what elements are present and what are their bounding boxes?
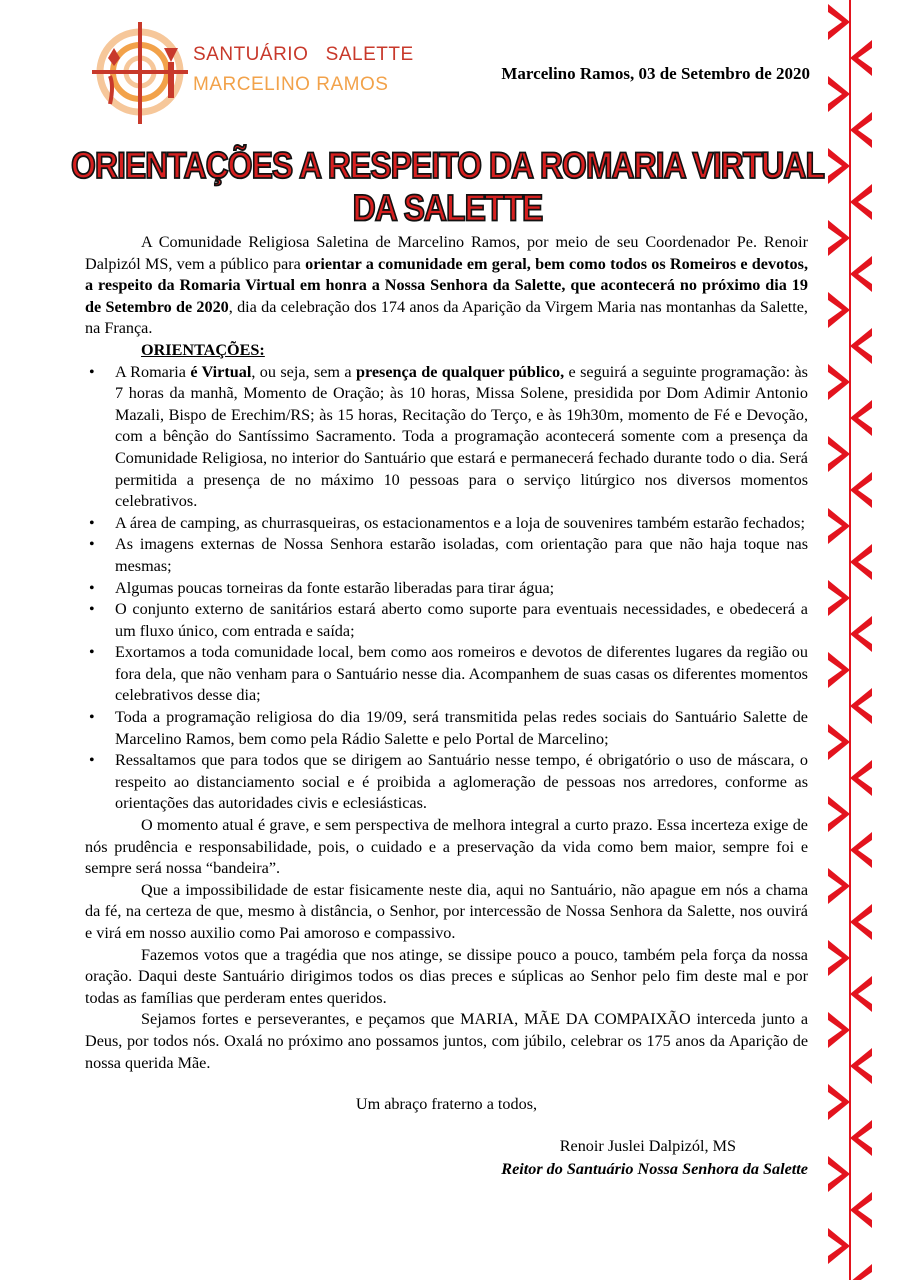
list-item: • Toda a programação religiosa do dia 19/09, será transmitida pelas redes sociais do Santuário Salette de Marcelino Ramos, bem como pela Rádio Salette e pelo Portal de Marcelino; — [115, 707, 808, 750]
zigzag-mark — [850, 904, 872, 940]
zigzag-mark — [828, 76, 850, 112]
zigzag-mark — [828, 796, 850, 832]
zigzag-mark — [850, 40, 872, 76]
orientacoes-heading: ORIENTAÇÕES: — [141, 340, 265, 359]
zigzag-mark — [850, 112, 872, 148]
closing-line: Um abraço fraterno a todos, — [355, 1095, 538, 1114]
bullet1-part-c: , ou seja, sem a — [251, 362, 356, 381]
bullet1-part-d: presença de qualquer público, — [355, 362, 565, 381]
document-title: ORIENTAÇÕES A RESPEITO DA ROMARIA VIRTUAL DA SALETTE — [70, 144, 825, 229]
zigzag-mark — [850, 1048, 872, 1084]
signature-role: Reitor do Santuário Nossa Senhora da Salette — [501, 1160, 808, 1179]
logo-title-line1: SANTUÁRIO SALETTE — [193, 44, 414, 65]
intro-paragraph — [85, 232, 808, 340]
zigzag-mark — [828, 1228, 850, 1264]
signature-name: Renoir Juslei Dalpizól, MS — [559, 1136, 736, 1155]
bullet1-part-e: e seguirá a seguinte programação: às 7 horas da manhã, Momento de Oração; às 10 horas, Missa Solene, presidida por Dom Adimir Antonio Mazali, Bispo de Erechim/RS; às 15 horas, Recitação do Terço, e às 19h30m, momento de Fé e Devoção, com a bênção do Santíssimo Sacramento. Toda a programação acontecerá somente com a presença da Comunidade Religiosa, no interior do Santuário que estará e permanecerá fechado durante todo o dia. Será permitida a presença de no máximo 10 pessoas para o serviço litúrgico nos diversos momentos celebrativos. — [115, 362, 808, 511]
zigzag-mark — [828, 436, 850, 472]
list-item: • O conjunto externo de sanitários estará aberto como suporte para eventuais necessidades, e obedecerá a um fluxo único, com entrada e saída; — [115, 599, 808, 642]
zigzag-mark — [828, 868, 850, 904]
document-date: Marcelino Ramos, 03 de Setembro de 2020 — [501, 64, 810, 83]
zigzag-mark — [850, 472, 872, 508]
zigzag-mark — [850, 760, 872, 796]
list-item: • Exortamos a toda comunidade local, bem como aos romeiros e devotos de diferentes lugares da região ou fora dela, que não venham para o Santuário nesse dia. Acompanhem de suas casas os diferentes momentos celebrativos desse dia; — [115, 642, 808, 707]
zigzag-mark — [850, 400, 872, 436]
list-item: • As imagens externas de Nossa Senhora estarão isoladas, com orientação para que não haja toque nas mesmas; — [115, 534, 808, 577]
santuario-logo-icon — [88, 18, 198, 128]
zigzag-mark — [850, 544, 872, 580]
zigzag-mark — [828, 4, 850, 40]
zigzag-mark — [850, 1264, 872, 1280]
zigzag-mark — [850, 256, 872, 292]
zigzag-mark — [828, 940, 850, 976]
list-item: • Ressaltamos que para todos que se dirigem ao Santuário nesse tempo, é obrigatório o uso de máscara, o respeito ao distanciamento social e é proibida a aglomeração de pessoas nos arredores, conforme as orientações das autoridades civis e eclesiásticas. — [115, 750, 808, 815]
zigzag-mark — [850, 1192, 872, 1228]
intro-text-start: A Comunidade Religiosa Saletina de Marcelino Ramos, por meio de seu Coordenador Pe. Renoir Dalpizól MS, vem a público para — [85, 233, 808, 273]
bullet1-part-b: é Virtual — [190, 362, 252, 381]
logo-title-line2: MARCELINO RAMOS — [193, 74, 389, 95]
santuario-logo — [88, 18, 414, 128]
zigzag-mark — [828, 652, 850, 688]
list-item: • A área de camping, as churrasqueiras, os estacionamentos e a loja de souvenires também estarão fechados; — [115, 513, 808, 535]
zigzag-mark — [850, 976, 872, 1012]
orientacoes-list — [85, 362, 808, 815]
list-item: • Algumas poucas torneiras da fonte estarão liberadas para tirar água; — [115, 578, 808, 600]
zigzag-mark — [828, 1084, 850, 1120]
zigzag-mark — [828, 364, 850, 400]
body-paragraph: Que a impossibilidade de estar fisicamente neste dia, aqui no Santuário, não apague em nós a chama da fé, na certeza de que, mesmo à distância, o Senhor, por intercessão de Nossa Senhora da Salette, nos ouvirá e virá em nosso auxilio como Pai amoroso e compassivo. — [85, 880, 808, 942]
zigzag-mark — [828, 580, 850, 616]
bullet1-part-a: A Romaria — [115, 362, 191, 381]
zigzag-mark — [850, 832, 872, 868]
zigzag-mark — [850, 616, 872, 652]
zigzag-mark — [828, 1156, 850, 1192]
body-paragraph: O momento atual é grave, e sem perspectiva de melhora integral a curto prazo. Essa incerteza exige de nós prudência e responsabilidade, pois, o cuidado e a preservação da vida como bem maior, sempre foi e sempre será nossa “bandeira”. — [85, 816, 808, 878]
zigzag-mark — [828, 1012, 850, 1048]
zigzag-mark — [850, 328, 872, 364]
zigzag-mark — [828, 292, 850, 328]
list-item — [115, 362, 808, 513]
body-paragraph: Fazemos votos que a tragédia que nos atinge, se dissipe pouco a pouco, também pela força da nossa oração. Daqui deste Santuário dirigimos todos os dias preces e súplicas ao Senhor pelo fim deste mal e por todas as famílias que perderam entes queridos. — [85, 945, 808, 1007]
zigzag-mark — [828, 508, 850, 544]
zigzag-mark — [828, 724, 850, 760]
zigzag-mark — [850, 1120, 872, 1156]
zigzag-mark — [850, 688, 872, 724]
intro-text-end: , dia da celebração dos 174 anos da Aparição da Virgem Maria nas montanhas da Salette, na França. — [85, 297, 808, 338]
zigzag-mark — [850, 184, 872, 220]
intro-text-bold: orientar a comunidade em geral, bem como todos os Romeiros e devotos, a respeito da Romaria Virtual em honra a Nossa Senhora da Salette, que acontecerá no próximo dia 19 de Setembro de 2020 — [85, 254, 808, 316]
body-paragraph: Sejamos fortes e perseverantes, e peçamos que MARIA, MÃE DA COMPAIXÃO interceda junto a Deus, por todos nós. Oxalá no próximo ano possamos juntos, com júbilo, celebrar os 175 anos da Aparição de nossa querida Mãe. — [85, 1010, 808, 1072]
document-body — [85, 232, 808, 1181]
